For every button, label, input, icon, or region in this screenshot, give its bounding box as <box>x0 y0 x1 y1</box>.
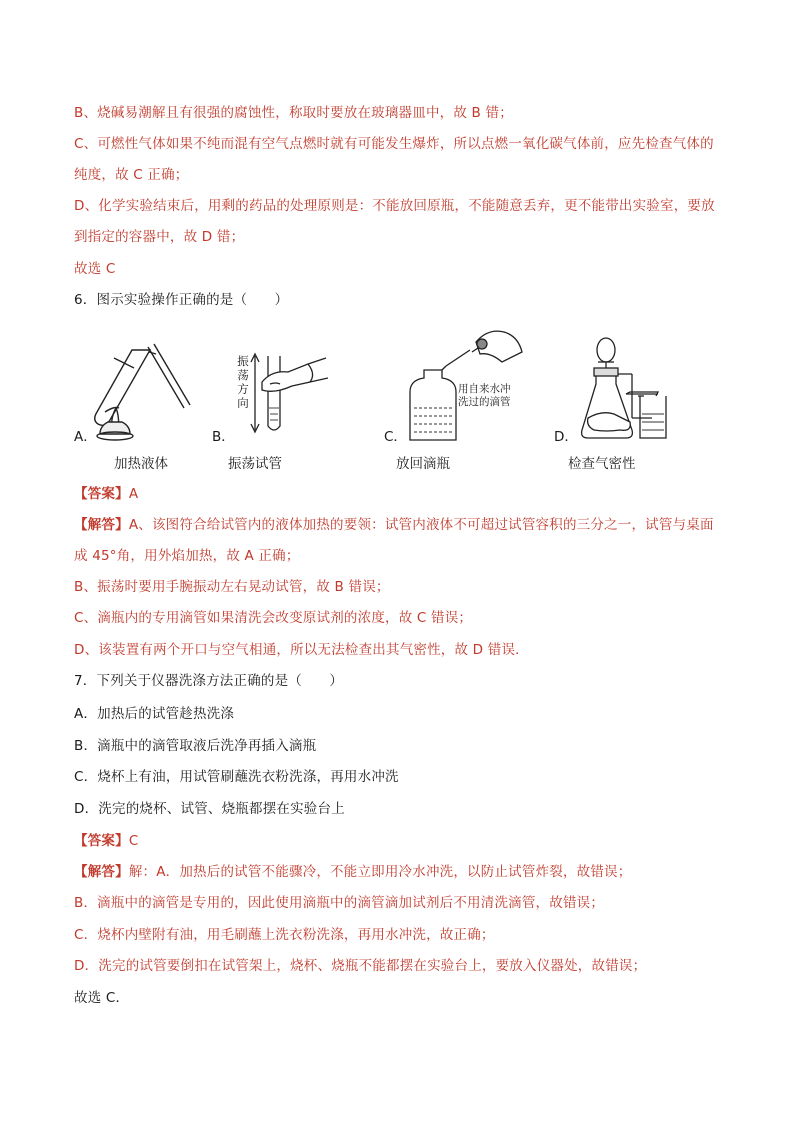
q7-option-a: A．加热后的试管趁热洗涤 <box>74 706 235 722</box>
q7-option-d: D．洗完的烧杯、试管、烧瓶都摆在实验台上 <box>74 801 345 817</box>
q5-option-c-analysis-line2: 纯度，故 C 正确； <box>74 167 189 183</box>
q7-analysis-text1: 解：A．加热后的试管不能骤冷，不能立即用冷水冲洗，以防止试管炸裂，故错误； <box>128 864 632 880</box>
shake-direction-char-2: 荡 <box>237 368 249 382</box>
q7-stem: 7．下列关于仪器洗涤方法正确的是（ ） <box>74 673 344 689</box>
q6-analysis-line3: B、振荡时要用手腕振动左右晃动试管，故 B 错误； <box>74 579 390 595</box>
q6-analysis-tag: 【解答】 <box>74 517 129 533</box>
q7-option-c: C．烧杯上有油，用试管刷蘸洗衣粉洗涤，再用水冲洗 <box>74 769 399 785</box>
q6-analysis-text1: A、该图符合给试管内的液体加热的要领：试管内液体不可超过试管容积的三分之一，试管与桌面 <box>128 517 714 533</box>
q6-analysis-line4: C、滴瓶内的专用滴管如果清洗会改变原试剂的浓度，故 C 错误； <box>74 610 473 626</box>
figure-a <box>74 322 204 482</box>
q6-answer-value: A <box>128 486 139 502</box>
shaking-test-tube-icon <box>212 322 342 447</box>
airtightness-check-icon <box>554 322 714 447</box>
dropper-note <box>458 383 511 409</box>
figure-c <box>384 322 534 482</box>
q7-analysis-tag: 【解答】 <box>74 864 129 880</box>
figure-b-caption: 振荡试管 <box>228 456 282 472</box>
heating-liquid-icon <box>74 322 204 447</box>
dropper-note-line2: 洗过的滴管 <box>458 396 511 408</box>
q7-conclusion: 故选 C． <box>74 990 130 1006</box>
q6-answer-tag: 【答案】 <box>74 486 129 502</box>
figure-c-letter: C． <box>384 429 407 445</box>
q7-analysis-line3: C．烧杯内壁附有油，用毛刷蘸上洗衣粉洗涤，再用水冲洗，故正确； <box>74 927 495 943</box>
q6-answer <box>74 484 138 504</box>
q7-analysis-line1 <box>74 862 631 882</box>
q5-option-c-analysis-line1: C、可燃性气体如果不纯而混有空气点燃时就有可能发生爆炸，所以点燃一氧化碳气体前，应先检查气体的 <box>74 136 714 152</box>
q7-option-b: B．滴瓶中的滴管取液后洗净再插入滴瓶 <box>74 738 317 754</box>
shake-direction-char-3: 方 <box>237 382 249 396</box>
figure-b <box>212 322 342 482</box>
figure-d-letter: D． <box>554 429 578 445</box>
figure-d <box>554 322 714 482</box>
q5-option-d-analysis-line1: D、化学实验结束后，用剩的药品的处理原则是：不能放回原瓶，不能随意丢弃，更不能带出实验室，要放 <box>74 198 715 214</box>
q7-answer <box>74 831 138 851</box>
shake-direction-char-4: 向 <box>237 396 249 410</box>
figure-c-caption: 放回滴瓶 <box>396 456 450 472</box>
q7-analysis-line4: D．洗完的试管要倒扣在试管架上，烧杯、烧瓶不能都摆在实验台上，要放入仪器处，故错误； <box>74 958 647 974</box>
q5-option-d-analysis-line2: 到指定的容器中，故 D 错； <box>74 229 245 245</box>
q5-conclusion: 故选 C <box>74 261 116 277</box>
figure-a-letter: A． <box>74 429 97 445</box>
figure-d-caption: 检查气密性 <box>568 456 636 472</box>
q6-analysis-line1 <box>74 515 714 535</box>
q6-analysis-line5: D、该装置有两个开口与空气相通，所以无法检查出其气密性，故 D 错误． <box>74 642 529 658</box>
dropper-note-line1: 用自来水冲 <box>458 383 511 395</box>
q7-analysis-line2: B．滴瓶中的滴管是专用的，因此使用滴瓶中的滴管滴加试剂后不用清洗滴管，故错误； <box>74 895 605 911</box>
shake-direction-char-1: 振 <box>237 354 249 368</box>
q7-answer-tag: 【答案】 <box>74 833 129 849</box>
q6-stem: 6．图示实验操作正确的是（ ） <box>74 292 289 308</box>
figure-b-letter: B． <box>212 429 235 445</box>
q5-option-b-analysis: B、烧碱易潮解且有很强的腐蚀性，称取时要放在玻璃器皿中，故 B 错； <box>74 105 513 121</box>
q6-analysis-line2: 成 45°角，用外焰加热，故 A 正确； <box>74 548 300 564</box>
q7-answer-value: C <box>128 833 139 849</box>
figure-a-caption: 加热液体 <box>114 456 168 472</box>
